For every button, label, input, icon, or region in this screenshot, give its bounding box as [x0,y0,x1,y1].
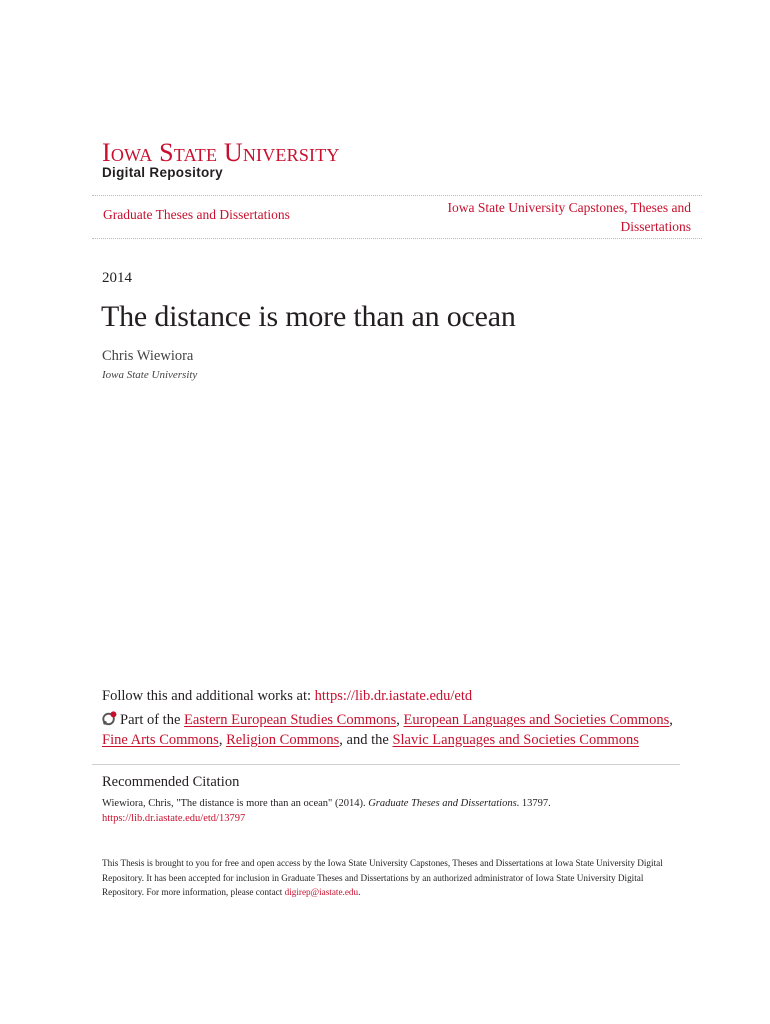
citation-text [102,796,682,826]
follow-prefix: Follow this and additional works at: [102,688,315,704]
network-commons-icon [102,711,117,726]
part-of-label: Part of the [120,712,185,728]
commons-link-european-languages[interactable]: European Languages and Societies Commons [403,712,670,728]
digital-repository-label: Digital Repository [102,165,223,180]
commons-link-religion[interactable]: Religion Commons [226,731,340,748]
commons-link-slavic-languages[interactable]: Slavic Languages and Societies Commons [392,731,639,748]
separator: , [669,712,673,728]
citation-text-end: . 13797. [516,798,551,809]
separator: , [218,731,227,748]
access-statement-text: This Thesis is brought to you for free and open access by the Iowa State University Capstones, Theses and Dissertations at Iowa State University Digital Repository. It has been accepted for inclusion in Graduate Theses and Dissertations by an authorized administrator of Iowa State University Digital Repository. For more information, please contact [102,858,663,897]
citation-url-link[interactable]: https://lib.dr.iastate.edu/etd/13797 [102,813,246,824]
separator: , [396,712,404,728]
university-logo-wordmark: Iowa State University [102,138,340,167]
access-statement-end: . [358,887,361,897]
collection-link-graduate-theses[interactable]: Graduate Theses and Dissertations [103,207,290,222]
publication-year: 2014 [102,270,132,286]
collection-link-capstones[interactable]: Iowa State University Capstones, Theses and Dissertations [447,200,691,234]
commons-link-eastern-european-studies[interactable]: Eastern European Studies Commons [184,712,397,728]
commons-link-fine-arts[interactable]: Fine Arts Commons [102,731,219,748]
contact-email-link[interactable]: digirep@iastate.edu [284,887,359,897]
access-statement [102,856,672,900]
part-of-commons [102,711,692,750]
document-title: The distance is more than an ocean [101,300,516,333]
author-affiliation: Iowa State University [102,369,198,381]
citation-divider [92,764,680,765]
follow-line [102,688,472,705]
author-name: Chris Wiewiora [102,348,194,364]
follow-url-link[interactable]: https://lib.dr.iastate.edu/etd [314,688,473,704]
citation-journal: Graduate Theses and Dissertations [368,798,517,809]
citation-text-start: Wiewiora, Chris, "The distance is more than an ocean" (2014). [102,798,369,809]
separator: , and the [339,731,393,748]
citation-heading: Recommended Citation [102,774,240,790]
